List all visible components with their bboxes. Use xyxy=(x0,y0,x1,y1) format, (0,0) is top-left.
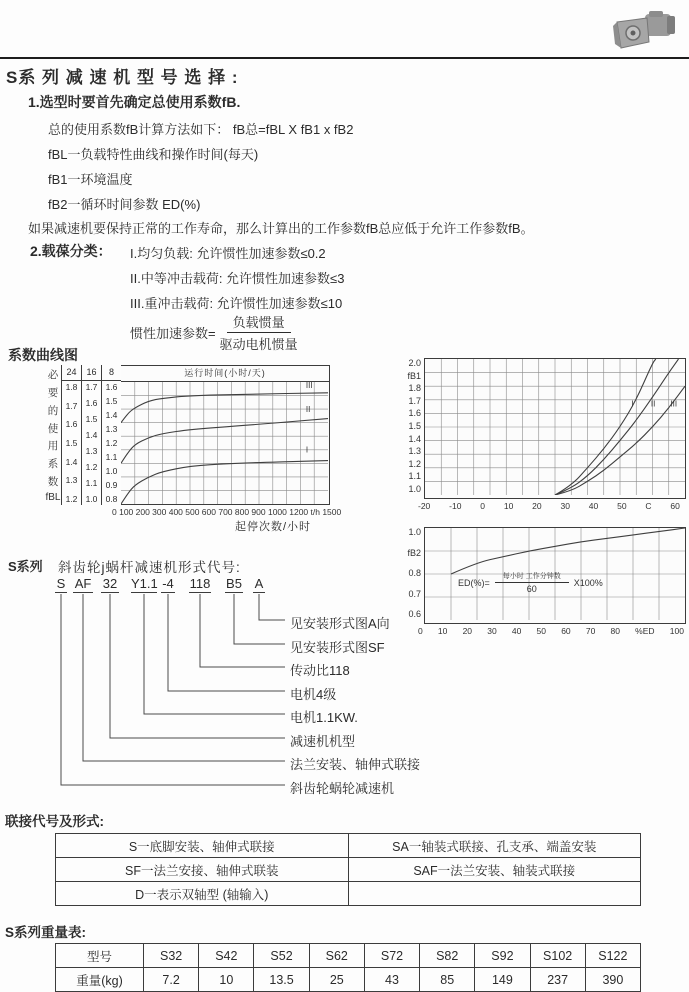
duty-column-header: 24 xyxy=(62,365,81,381)
load-class-3: III.重冲击载荷: 允许惯性加速参数≤10 xyxy=(130,296,343,311)
ed-formula-lhs: ED(%)= xyxy=(458,577,490,588)
x-tick-label: 10 xyxy=(503,501,514,511)
fb-total-formula-line: 总的使用系数fB计算方法如下： fB总=fBL X fB1 x fB2 xyxy=(48,122,354,137)
fbl-plot-svg xyxy=(121,382,328,504)
load-class-2: II.中等冲击载荷: 允许惯性加速参数≤3 xyxy=(130,271,345,286)
weight-cell: 10 xyxy=(199,968,254,992)
code-token-y11: Y1.1 xyxy=(131,576,158,591)
x-tick-label: 40 xyxy=(511,626,522,636)
fbl-axis-name: fBL xyxy=(45,491,61,503)
x-tick-label: 70 xyxy=(585,626,596,636)
axis-char: 要 xyxy=(47,386,59,399)
y-tick-label: 0.8 xyxy=(105,494,118,504)
duty-ticks-8h xyxy=(102,381,121,505)
callout-mounting-a: 见安装形式图A向 xyxy=(290,616,390,631)
weight-cell: 13.5 xyxy=(254,968,309,992)
x-tick-label: -20 xyxy=(418,501,431,511)
y-tick-label: 0.7 xyxy=(408,588,421,599)
y-tick-label: 1.2 xyxy=(105,438,118,448)
fb1-x-ticks xyxy=(418,501,680,511)
section1-heading: 1.选型时要首先确定总使用系数fB. xyxy=(28,94,241,110)
x-tick-label: 40 xyxy=(588,501,599,511)
code-token-32: 32 xyxy=(102,576,118,591)
axis-char: 的 xyxy=(47,404,59,417)
connection-cell: S一底脚安装、轴伸式联接 xyxy=(56,834,349,858)
weight-cell: 390 xyxy=(585,968,640,992)
fbl-definition-line: fBL一负载特性曲线和操作时间(每天) xyxy=(48,147,259,162)
callout-mounting-sf: 见安装形式图SF xyxy=(290,640,385,655)
fbl-x-ticks: 0 100 200 300 400 500 600 700 800 900 1000 1200 t/h 1500 xyxy=(112,507,342,517)
x-tick-label: 0 xyxy=(480,501,486,511)
curve-label-II: II xyxy=(305,404,311,414)
axis-char: 使 xyxy=(47,422,59,435)
model-cell: S122 xyxy=(585,944,640,968)
connection-heading: 联接代号及形式: xyxy=(5,814,104,829)
x-tick-label: %ED xyxy=(635,626,655,636)
y-tick-label: 1.2 xyxy=(65,493,78,504)
weight-heading: S系列重量表: xyxy=(5,925,86,940)
y-tick-label: 1.8 xyxy=(65,382,78,392)
charts-heading: 系数曲线图 xyxy=(8,347,78,363)
model-cell: S82 xyxy=(420,944,475,968)
ed-formula-fraction xyxy=(495,571,569,594)
weight-cell: 7.2 xyxy=(144,968,199,992)
model-code-tokens xyxy=(55,576,295,594)
model-cell: S42 xyxy=(199,944,254,968)
y-tick-label: fB1 xyxy=(407,370,421,381)
table-row xyxy=(56,968,641,992)
curve-II xyxy=(121,419,328,464)
x-tick-label: 80 xyxy=(610,626,620,636)
y-tick-label: 2.0 xyxy=(408,358,421,368)
axis-char: 必 xyxy=(47,369,59,381)
model-series-label: S系列 xyxy=(8,559,43,574)
duty-ticks-24h xyxy=(62,381,81,505)
y-tick-label: 1.6 xyxy=(408,408,421,419)
table-row xyxy=(56,882,641,906)
duty-column-24h xyxy=(61,365,81,505)
x-tick-label: -10 xyxy=(449,501,462,511)
fbl-plot-area xyxy=(121,365,330,505)
code-token-4: -4 xyxy=(162,576,174,591)
model-cell: S32 xyxy=(144,944,199,968)
x-tick-label: 30 xyxy=(560,501,570,511)
fb1-chart xyxy=(398,358,686,511)
gear-motor-illustration xyxy=(607,6,679,56)
duty-column-8h xyxy=(101,365,121,505)
y-tick-label: 1.1 xyxy=(105,452,118,462)
load-class-1: I.均匀负载: 允许惯性加速参数≤0.2 xyxy=(130,246,326,261)
weight-row-label: 重量(kg) xyxy=(56,968,144,992)
weight-cell: 43 xyxy=(364,968,419,992)
y-tick-label: 0.8 xyxy=(408,568,421,578)
y-tick-label: 1.5 xyxy=(65,437,78,448)
y-tick-label: 1.7 xyxy=(85,382,98,392)
fbl-plot-header: 运行时间(小时/天) xyxy=(121,366,329,382)
ed-formula-denominator: 60 xyxy=(526,584,537,594)
y-tick-label: 1.5 xyxy=(85,414,98,424)
callout-ratio: 传动比118 xyxy=(290,663,350,678)
fb2-x-ticks xyxy=(418,626,684,636)
callout-motor-poles: 电机4级 xyxy=(290,687,337,702)
y-tick-label: 1.2 xyxy=(85,462,98,472)
fb1-definition-line: fB1一环境温度 xyxy=(48,172,133,187)
y-tick-label: 1.0 xyxy=(85,494,98,504)
fbl-chart xyxy=(45,365,330,505)
y-tick-label: 1.6 xyxy=(105,382,118,392)
curve-label-I: I xyxy=(305,445,309,455)
ed-formula-suffix: X100% xyxy=(573,577,603,588)
duty-column-16h xyxy=(81,365,101,505)
model-cell: S102 xyxy=(530,944,585,968)
fb2-y-ticks xyxy=(398,527,424,619)
y-tick-label: 1.7 xyxy=(65,400,78,411)
x-tick-label: 10 xyxy=(437,626,448,636)
callout-flange-mount: 法兰安装、轴伸式联接 xyxy=(290,757,421,772)
model-cell: S92 xyxy=(475,944,530,968)
y-tick-label: 1.6 xyxy=(85,398,98,408)
inertia-formula-numerator: 负载惯量 xyxy=(227,312,291,333)
y-tick-label: fB2 xyxy=(407,547,421,558)
weight-cell: 25 xyxy=(309,968,364,992)
connection-cell: SF一法兰安接、轴伸式联装 xyxy=(56,858,349,882)
curve-label-II: II xyxy=(650,399,656,409)
weight-table-wrap xyxy=(55,943,641,992)
table-row xyxy=(56,858,641,882)
service-life-note: 如果减速机要保持正常的工作寿命，那么计算出的工作参数fB总应低于允许工作参数fB。 xyxy=(28,221,534,236)
fb2-chart xyxy=(398,527,686,636)
connection-table-wrap xyxy=(55,833,641,906)
page-title: S系 列 减 速 机 型 号 选 择 : xyxy=(6,68,239,87)
weight-cell: 149 xyxy=(475,968,530,992)
y-tick-label: 1.8 xyxy=(408,383,421,394)
x-tick-label: 50 xyxy=(617,501,627,511)
curve-I xyxy=(121,461,328,504)
x-tick-label: 100 xyxy=(669,626,684,636)
duty-column-header: 8 xyxy=(102,365,121,381)
callout-gear-type: 斜齿轮蜗轮减速机 xyxy=(290,781,395,796)
y-tick-label: 1.0 xyxy=(408,483,421,494)
x-tick-label: 60 xyxy=(561,626,571,636)
y-tick-label: 1.6 xyxy=(65,419,78,430)
weight-table xyxy=(55,943,641,992)
gear-motor-photo xyxy=(607,6,679,59)
curve-III xyxy=(121,393,328,423)
header-divider xyxy=(0,57,689,59)
weight-cell: 237 xyxy=(530,968,585,992)
model-cell: S62 xyxy=(309,944,364,968)
y-tick-label: 1.3 xyxy=(65,475,78,486)
fbl-y-axis-label xyxy=(45,365,61,505)
code-token-118: 118 xyxy=(189,576,211,591)
fb1-y-ticks xyxy=(398,358,424,494)
y-tick-label: 0.9 xyxy=(105,480,118,490)
duty-ticks-16h xyxy=(82,381,101,505)
y-tick-label: 1.5 xyxy=(408,420,421,431)
weight-cell: 85 xyxy=(420,968,475,992)
model-cell: S52 xyxy=(254,944,309,968)
code-token-a: A xyxy=(254,576,264,591)
connection-cell xyxy=(348,882,641,906)
y-tick-label: 1.7 xyxy=(408,395,421,406)
y-tick-label: 1.3 xyxy=(85,446,98,456)
x-tick-label: 30 xyxy=(487,626,497,636)
connection-cell: D一表示双轴型 (轴输入) xyxy=(56,882,349,906)
model-cell: S72 xyxy=(364,944,419,968)
axis-char: 系 xyxy=(47,458,59,471)
ed-formula-numerator: 每小时 工作分钟数 xyxy=(495,571,569,583)
y-tick-label: 1.5 xyxy=(105,396,118,406)
inertia-formula-lhs: 惯性加速参数= xyxy=(130,326,216,341)
callout-motor-power: 电机1.1KW. xyxy=(290,710,358,725)
y-tick-label: 1.4 xyxy=(65,456,78,467)
curve-label-III: III xyxy=(670,399,678,409)
curve-label-I: I xyxy=(631,399,634,409)
y-tick-label: 1.0 xyxy=(105,466,118,476)
model-code-callout-lines xyxy=(55,594,290,792)
curve-label-III: III xyxy=(305,382,313,391)
x-tick-label: C xyxy=(645,501,652,511)
axis-char: 数 xyxy=(47,476,59,489)
code-token-s: S xyxy=(56,576,66,591)
y-tick-label: 1.1 xyxy=(408,471,421,482)
y-tick-label: 1.0 xyxy=(408,527,421,537)
y-tick-label: 1.4 xyxy=(408,433,421,444)
inertia-formula xyxy=(130,312,302,353)
code-token-af: AF xyxy=(74,576,92,591)
table-row xyxy=(56,944,641,968)
y-tick-label: 1.1 xyxy=(85,478,98,488)
fb2-definition-line: fB2一循环时间参数 ED(%) xyxy=(48,197,201,212)
duty-column-header: 16 xyxy=(82,365,101,381)
inertia-formula-fraction xyxy=(220,312,298,353)
ed-formula xyxy=(458,571,603,594)
y-tick-label: 1.3 xyxy=(105,424,118,434)
weight-header-label: 型号 xyxy=(56,944,144,968)
x-tick-label: 20 xyxy=(532,501,542,511)
inertia-formula-denominator: 驱动电机惯量 xyxy=(219,337,298,352)
connection-cell: SA一轴装式联接、孔支承、端盖安装 xyxy=(348,834,641,858)
x-tick-label: 50 xyxy=(536,626,547,636)
section2-heading: 2.载葆分类： xyxy=(30,243,112,259)
table-row xyxy=(56,834,641,858)
connection-table xyxy=(55,833,641,906)
code-token-b5: B5 xyxy=(226,576,242,591)
y-tick-label: 1.2 xyxy=(408,458,421,469)
axis-char: 用 xyxy=(47,440,59,453)
x-tick-label: 0 xyxy=(418,626,423,636)
y-tick-label: 1.4 xyxy=(85,430,98,440)
fb1-plot-svg xyxy=(425,359,685,495)
connection-cell: SAF一法兰安装、轴装式联接 xyxy=(348,858,641,882)
model-code-heading: 斜齿轮j蜗杆减速机形式代号: xyxy=(58,560,241,575)
y-tick-label: 0.6 xyxy=(408,609,421,619)
x-tick-label: 20 xyxy=(462,626,473,636)
y-tick-label: 1.3 xyxy=(408,446,421,457)
y-tick-label: 1.4 xyxy=(105,410,118,420)
callout-frame-size: 减速机机型 xyxy=(290,734,356,749)
fbl-x-axis-caption: 起停次数/小时 xyxy=(235,521,312,533)
x-tick-label: 60 xyxy=(670,501,680,511)
